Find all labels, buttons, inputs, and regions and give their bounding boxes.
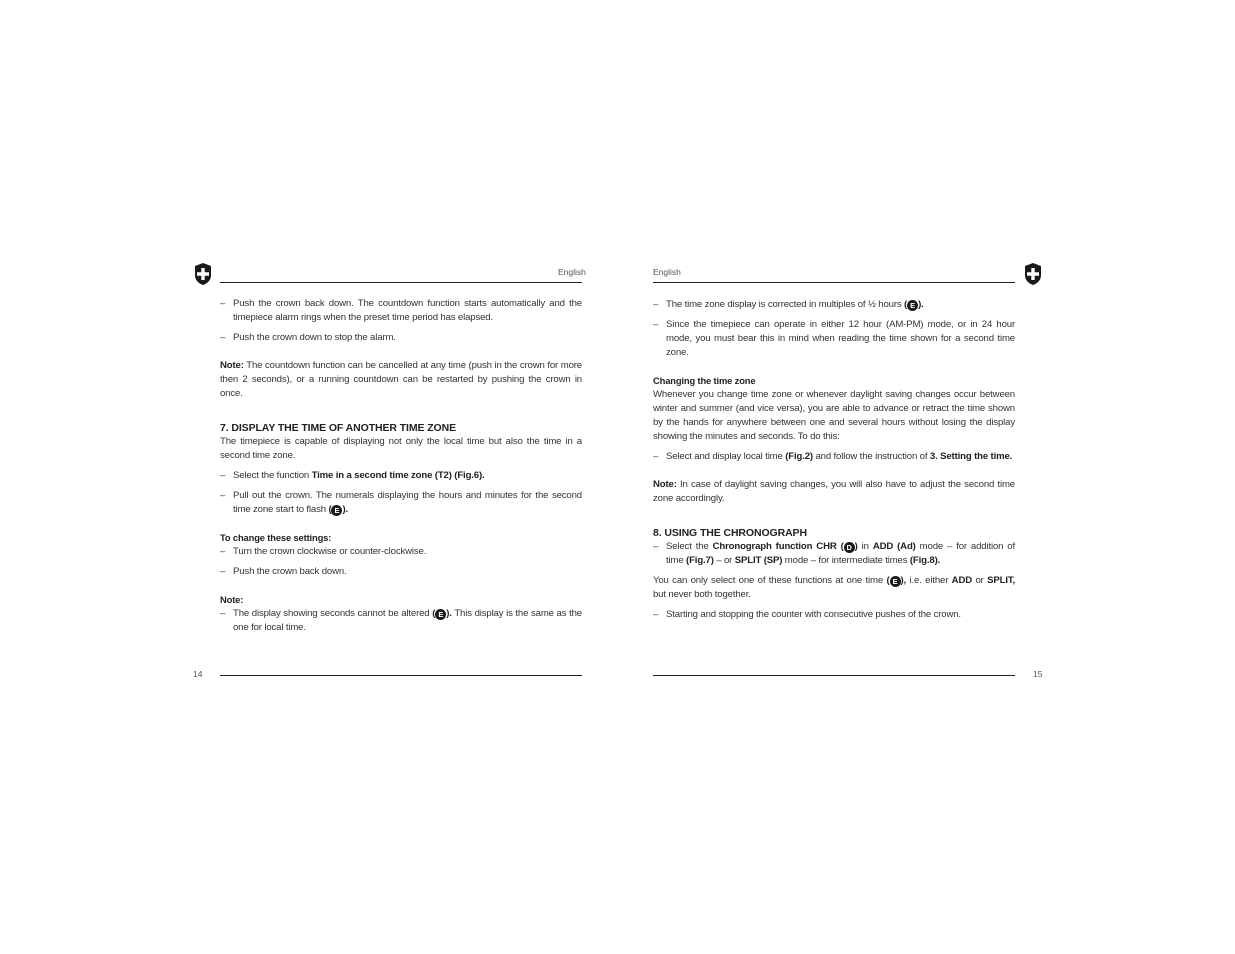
- button-e-icon: E: [435, 609, 446, 620]
- footer-rule: [653, 675, 1015, 676]
- list-item: – Push the crown down to stop the alarm.: [220, 332, 396, 343]
- list-item: – Turn the crown clockwise or counter-clockwise.: [220, 546, 427, 557]
- button-e-icon: E: [331, 505, 342, 516]
- list-item: – The display showing seconds cannot be altered ( E ). This display is the same as the one for local time.: [220, 608, 582, 633]
- sub-heading-changing-time-zone: Changing the time zone: [653, 375, 756, 386]
- note-paragraph: Note: In case of daylight saving changes, you will also have to adjust the second time zone accordingly.: [653, 479, 1015, 504]
- header-rule: [653, 282, 1015, 283]
- list-item: – Push the crown back down.: [220, 566, 347, 577]
- note-paragraph: Note: The countdown function can be cancelled at any time (push in the crown for more then 2 seconds), or a running countdown can be restarted by pushing the crown in once.: [220, 360, 582, 399]
- swiss-shield-logo-icon: [1023, 262, 1043, 286]
- header-language: English: [653, 267, 681, 277]
- section-7-heading: 7. DISPLAY THE TIME OF ANOTHER TIME ZONE: [220, 422, 456, 434]
- header-language: English: [558, 267, 586, 277]
- list-item: – Push the crown back down. The countdown function starts automatically and the timepiece alarm rings when the preset time period has elapsed.: [220, 298, 582, 323]
- button-e-icon: E: [890, 576, 901, 587]
- section-7-intro: The timepiece is capable of displaying not only the local time but also the time in a second time zone.: [220, 436, 582, 461]
- list-item: – Starting and stopping the counter with consecutive pushes of the crown.: [653, 609, 961, 620]
- list-item: – Select the Chronograph function CHR ( D ) in ADD (Ad) mode – for addition of time (Fig.7) – or SPLIT (SP) mode – for intermediate times (Fig.8).: [653, 541, 1016, 566]
- list-item: – The time zone display is corrected in multiples of ½ hours ( E ).: [653, 299, 924, 310]
- sub-heading-change-settings: To change these settings:: [220, 532, 332, 543]
- page-number: 14: [193, 669, 203, 679]
- section-8-heading: 8. USING THE CHRONOGRAPH: [653, 527, 807, 539]
- paragraph: You can only select one of these functions at one time ( E ), i.e. either ADD or SPLIT, but never both together.: [653, 575, 1015, 600]
- right-content: [653, 298, 1015, 622]
- button-e-icon: E: [907, 300, 918, 311]
- paragraph: Whenever you change time zone or whenever daylight saving changes occur between winter and summer (and vice versa), you are able to advance or retract the time shown by the hands for anywhere between one and several hours without losing the display showing the minutes and seconds. To do this:: [653, 389, 1015, 442]
- list-item: – Pull out the crown. The numerals displaying the hours and minutes for the second time zone start to flash ( E ).: [220, 490, 582, 515]
- sub-heading-note: Note:: [220, 594, 244, 605]
- list-item: – Select and display local time (Fig.2) and follow the instruction of 3. Setting the time.: [653, 451, 1013, 462]
- list-item: – Since the timepiece can operate in either 12 hour (AM-PM) mode, or in 24 hour mode, you must bear this in mind when reading the time shown for a second time zone.: [653, 319, 1015, 358]
- page-number: 15: [1033, 669, 1043, 679]
- list-item: – Select the function Time in a second time zone (T2) (Fig.6).: [220, 470, 485, 481]
- button-d-icon: D: [844, 542, 855, 553]
